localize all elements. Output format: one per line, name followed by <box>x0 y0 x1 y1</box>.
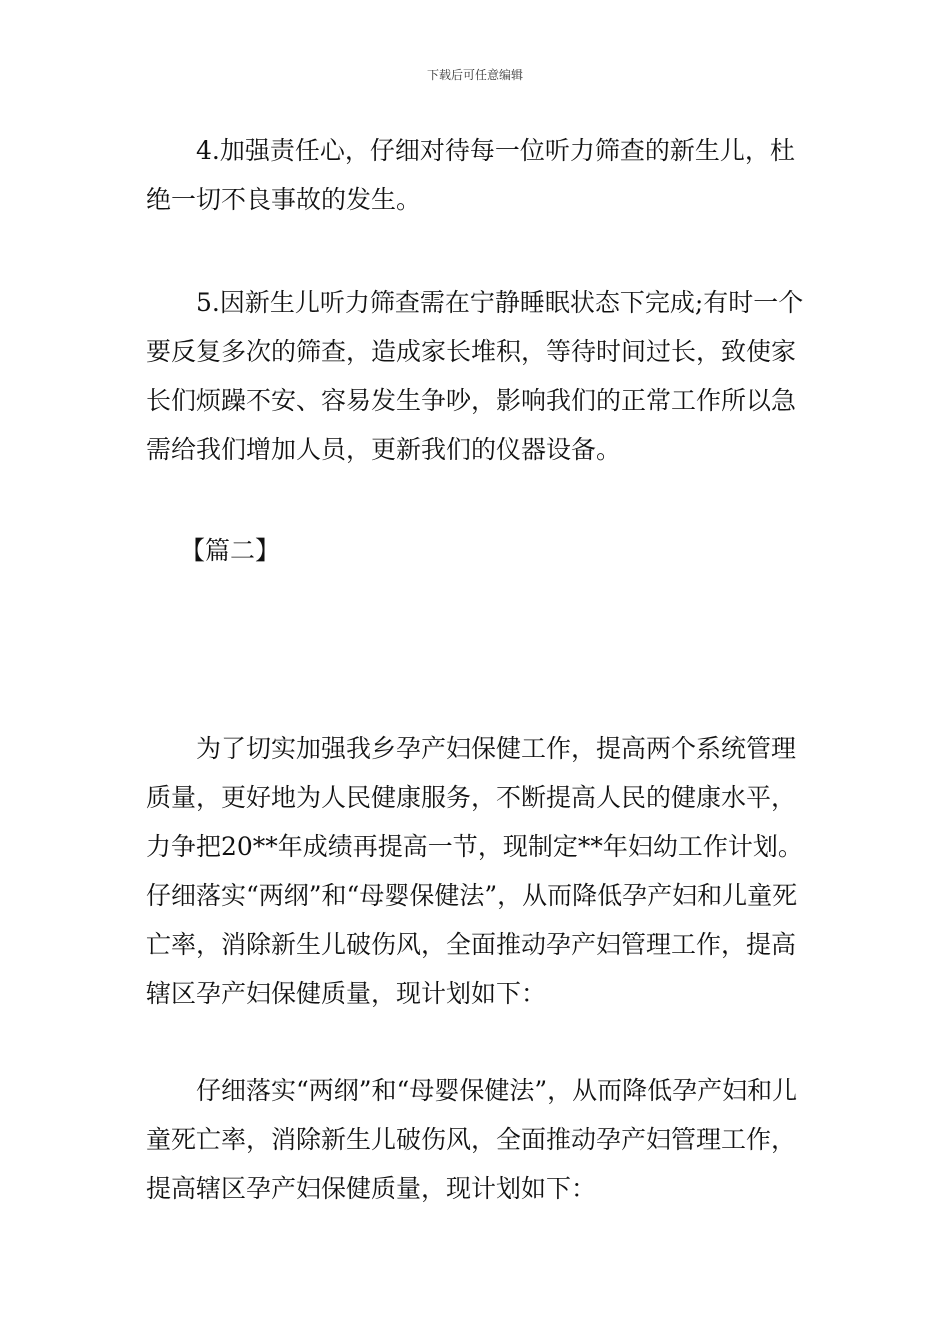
paragraph-plan-goal: 仔细落实“两纲”和“母婴保健法”，从而降低孕产妇和儿童死亡率，消除新生儿破伤风，全面推动孕产妇管理工作，提高辖区孕产妇保健质量，现计划如下： <box>146 1076 798 1203</box>
paragraph-item-4: 4.加强责任心，仔细对待每一位听力筛查的新生儿，杜绝一切不良事故的发生。 <box>146 136 795 214</box>
header-note: 下载后可任意编辑 <box>426 68 523 82</box>
section-title: 【篇二】 <box>180 536 281 565</box>
paragraph-plan-intro: 为了切实加强我乡孕产妇保健工作，提高两个系统管理质量，更好地为人民健康服务，不断提高人民的健康水平，力争把20**年成绩再提高一节，现制定**年妇幼工作计划。仔细落实“两纲”和“母婴保健法”，从而降低孕产妇和儿童死亡率，消除新生儿破伤风，全面推动孕产妇管理工作，提高辖区孕产妇保健质量，现计划如下： <box>146 734 803 1008</box>
paragraph-item-5: 5.因新生儿听力筛查需在宁静睡眠状态下完成;有时一个要反复多次的筛查，造成家长堆积，等待时间过长，致使家长们烦躁不安、容易发生争吵，影响我们的正常工作所以急需给我们增加人员，更新我们的仪器设备。 <box>146 288 804 464</box>
